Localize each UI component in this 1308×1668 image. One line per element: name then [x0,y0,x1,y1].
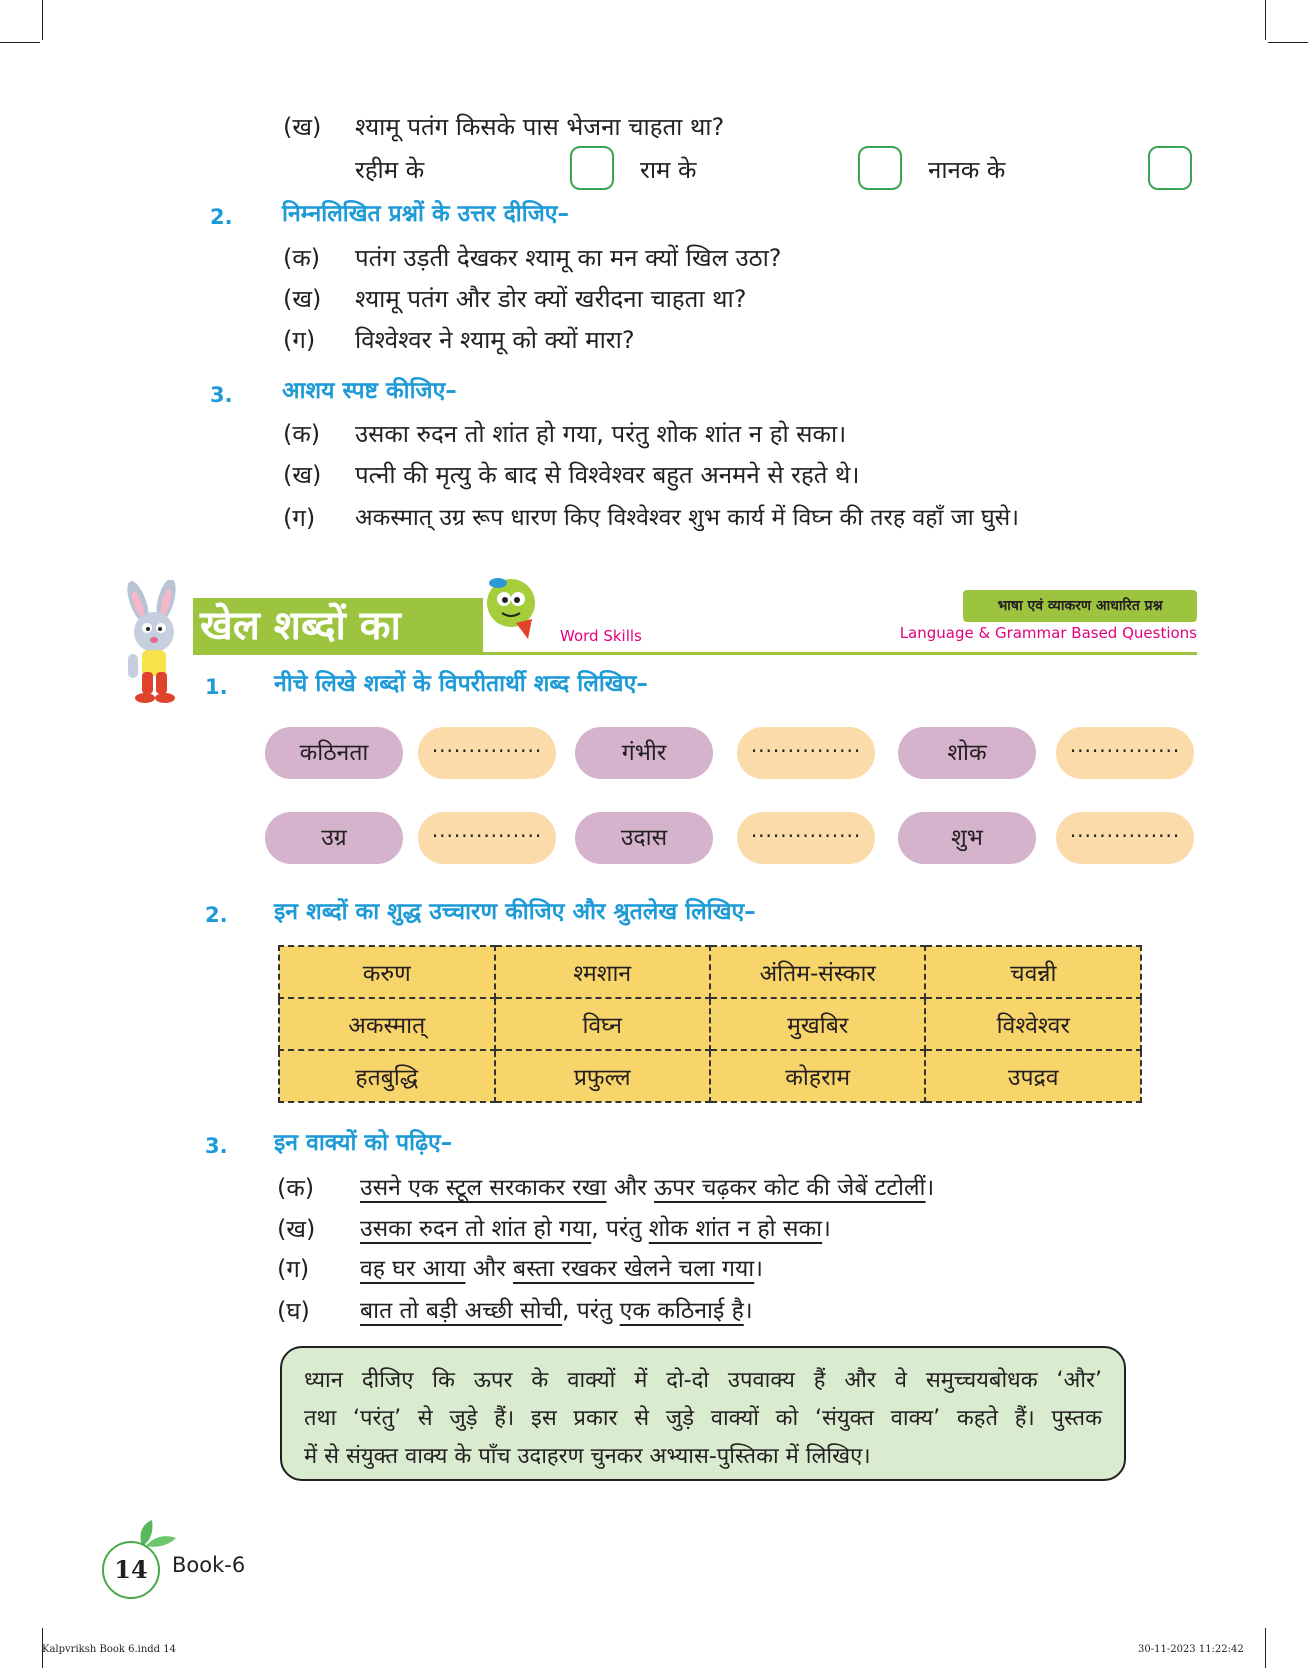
item-marker: (क) [283,420,321,448]
table-cell: हतबुद्धि [279,1050,495,1102]
sentence-marker: (ग) [277,1255,310,1283]
item-marker: (ग) [283,504,316,532]
option-label: रहीम के [355,156,425,184]
rabbit-mascot-icon [108,580,203,712]
table-cell: कोहराम [710,1050,925,1102]
exercise-heading: इन वाक्यों को पढ़िए– [274,1130,453,1156]
item-text: अकस्मात् उग्र रूप धारण किए विश्वेश्वर शुभ कार्य में विघ्न की तरह वहाँ जा घुसे। [355,505,1019,531]
book-label: Book-6 [172,1553,246,1577]
antonym-blank[interactable]: ............... [737,812,875,864]
page-number: 14 [102,1541,160,1599]
table-cell: विघ्न [495,998,710,1050]
grammar-subtitle: Language & Grammar Based Questions [899,624,1197,642]
clause-two: बस्ता रखकर खेलने चला गया [513,1256,755,1282]
clause-one: बात तो बड़ी अच्छी सोची [360,1298,563,1324]
crop-mark [1265,0,1266,40]
antonym-word: उदास [575,812,713,864]
exercise-number: 1. [205,675,228,699]
option-label: राम के [640,156,697,184]
table-row [279,946,1141,998]
sentence [360,1173,934,1203]
table-cell: विश्वेश्वर [925,998,1141,1050]
table-cell: प्रफुल्ल [495,1050,710,1102]
question-text: श्यामू पतंग किसके पास भेजना चाहता था? [355,113,725,141]
option-checkbox[interactable] [570,146,614,190]
exercise-heading: इन शब्दों का शुद्ध उच्चारण कीजिए और श्रुतलेख लिखिए– [274,899,756,925]
item-text: पत्नी की मृत्यु के बाद से विश्वेश्वर बहुत अनमने से रहते थे। [355,461,860,489]
item-text: विश्वेश्वर ने श्यामू को क्यों मारा? [355,326,635,354]
section-title: खेल शब्दों का [200,603,401,649]
section-rule [193,652,1197,655]
sentence-marker: (घ) [277,1297,310,1325]
exercise-number: 2. [205,903,228,927]
table-cell: श्मशान [495,946,710,998]
grammar-badge: भाषा एवं व्याकरण आधारित प्रश्न [963,590,1197,622]
question-heading: निम्नलिखित प्रश्नों के उत्तर दीजिए– [282,201,569,227]
crop-mark [0,42,40,43]
exercise-heading: नीचे लिखे शब्दों के विपरीतार्थी शब्द लिखिए– [274,671,648,697]
question-heading: आशय स्पष्ट कीजिए– [282,378,457,404]
note-line: में से संयुक्त वाक्य के पाँच उदाहरण चुनकर अभ्यास-पुस्तिका में लिखिए। [304,1444,871,1469]
crop-mark [1268,42,1308,43]
note-line: ध्यान दीजिए कि ऊपर के वाक्यों में दो-दो उपवाक्य हैं और वे समुच्चयबोधक ‘और’ [304,1368,1102,1393]
crop-mark [42,0,43,40]
item-marker: (ख) [283,285,322,313]
conjunction: , परंतु [591,1216,649,1242]
antonym-word: गंभीर [575,727,713,779]
option-checkbox[interactable] [1148,146,1192,190]
sentence-end: । [754,1256,763,1282]
table-cell: मुखबिर [710,998,925,1050]
antonym-word: कठिनता [265,727,403,779]
question-marker: (ख) [283,113,322,141]
note-box [280,1346,1126,1481]
item-text: उसका रुदन तो शांत हो गया, परंतु शोक शांत न हो सका। [355,420,847,448]
print-timestamp: 30-11-2023 11:22:42 [1138,1644,1244,1655]
table-cell: उपद्रव [925,1050,1141,1102]
table-cell: अकस्मात् [279,998,495,1050]
option-checkbox[interactable] [858,146,902,190]
clause-one: उसका रुदन तो शांत हो गया [360,1216,592,1242]
sentence-end: । [822,1216,831,1242]
sentence [360,1214,831,1244]
table-row [279,998,1141,1050]
note-line: तथा ‘परंतु’ से जुड़े हैं। इस प्रकार से जुड़े वाक्यों को ‘संयुक्त वाक्य’ कहते हैं। पुस्तक [304,1406,1102,1431]
sentence-end: । [743,1298,753,1324]
sentence-end: । [925,1175,935,1201]
sentence [360,1296,753,1326]
item-marker: (क) [283,244,321,272]
pronunciation-table [278,945,1142,1103]
antonym-word: शोक [898,727,1036,779]
antonym-blank[interactable]: ............... [418,727,556,779]
table-cell: अंतिम-संस्कार [710,946,925,998]
antonym-blank[interactable]: ............... [1056,727,1194,779]
item-marker: (ग) [283,326,316,354]
conjunction: , परंतु [562,1298,620,1324]
antonym-blank[interactable]: ............... [418,812,556,864]
section-subtitle: Word Skills [560,627,642,645]
antonym-blank[interactable]: ............... [737,727,875,779]
table-cell: करुण [279,946,495,998]
question-number: 2. [210,205,233,229]
option-label: नानक के [928,156,1006,184]
clause-two: ऊपर चढ़कर कोट की जेबें टटोलीं [654,1175,926,1201]
table-row [279,1050,1141,1102]
table-cell: चवन्नी [925,946,1141,998]
conjunction: और [606,1175,655,1201]
print-slug: Kalpvriksh Book 6.indd 14 [42,1644,176,1655]
clause-one: उसने एक स्टूल सरकाकर रखा [360,1175,607,1201]
sentence-marker: (क) [277,1174,315,1202]
antonym-word: उग्र [265,812,403,864]
exercise-number: 3. [205,1134,228,1158]
pencil-mascot-icon [480,573,542,645]
antonym-word: शुभ [898,812,1036,864]
antonym-blank[interactable]: ............... [1056,812,1194,864]
clause-two: शोक शांत न हो सका [648,1216,823,1242]
clause-two: एक कठिनाई है [619,1298,744,1324]
crop-mark [1265,1628,1266,1668]
sentence-marker: (ख) [277,1215,316,1243]
item-marker: (ख) [283,461,322,489]
question-number: 3. [210,383,233,407]
clause-one: वह घर आया [360,1256,466,1282]
conjunction: और [465,1256,513,1282]
item-text: पतंग उड़ती देखकर श्यामू का मन क्यों खिल उठा? [355,244,782,272]
sentence [360,1254,763,1284]
item-text: श्यामू पतंग और डोर क्यों खरीदना चाहता था? [355,285,747,313]
